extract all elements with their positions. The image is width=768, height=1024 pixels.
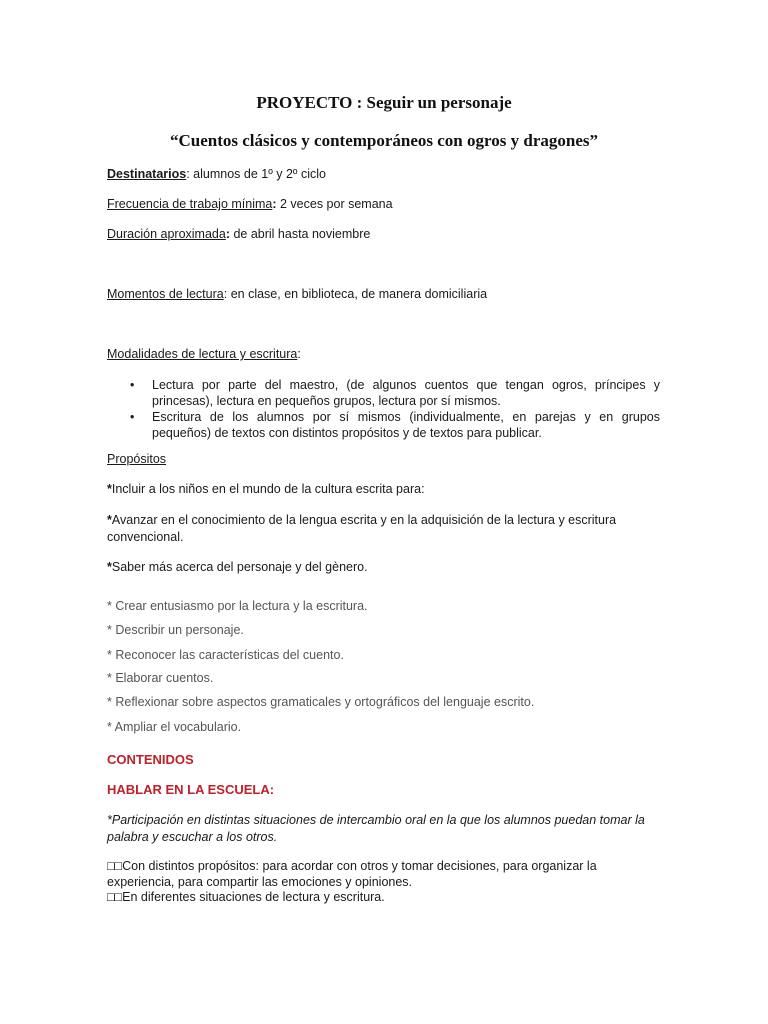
star-mark: *: [107, 513, 112, 527]
contenidos-heading: CONTENIDOS: [107, 752, 194, 767]
star-mark: *: [107, 560, 112, 574]
list-item: [130, 377, 660, 409]
con-item: □□En diferentes situaciones de lectura y escritura.: [107, 890, 385, 904]
project-subtitle: “Cuentos clásicos y contemporáneos con ogros y dragones”: [170, 131, 598, 150]
destinatarios-line: [107, 167, 326, 181]
modalidades-list: [130, 377, 660, 441]
modalidades-sep: :: [297, 347, 301, 361]
bullet-mark: •: [130, 410, 135, 424]
proposito-text: Incluir a los niños en el mundo de la cultura escrita para:: [111, 482, 425, 496]
duracion-value: de abril hasta noviembre: [229, 227, 371, 241]
bullet-text: Escritura de los alumnos por sí mismos (individualmente, en parejas y en grupos pequeños) de textos con distintos propósitos y de textos para publicar.: [152, 410, 660, 440]
project-title: PROYECTO : Seguir un personaje: [256, 93, 512, 112]
bullet-mark: •: [130, 378, 135, 392]
bullet-text: Lectura por parte del maestro, (de algunos cuentos que tengan ogros, príncipes y princesas), lectura en pequeños grupos, lectura por sí mismos.: [152, 378, 660, 408]
hablar-heading: HABLAR EN LA ESCUELA:: [107, 782, 275, 797]
proposito-item: [107, 482, 425, 496]
momentos-value: en clase, en biblioteca, de manera domiciliaria: [227, 287, 488, 301]
momentos-sep: :: [223, 287, 228, 301]
proposito-item: [107, 512, 667, 546]
participacion-text: *Participación en distintas situaciones de intercambio oral en la que los alumnos puedan tomar la palabra y escuchar a los otros.: [107, 813, 645, 844]
proposito-text: Saber más acerca del personaje y del gènero.: [111, 560, 368, 574]
goal-item: * Crear entusiasmo por la lectura y la escritura.: [107, 599, 368, 613]
goal-item: * Reflexionar sobre aspectos gramaticales y ortográficos del lenguaje escrito.: [107, 695, 535, 709]
proposito-text: Avanzar en el conocimiento de la lengua escrita y en la adquisición de la lectura y escritura convencional.: [107, 513, 617, 544]
frecuencia-value: 2 veces por semana: [276, 197, 393, 211]
goal-item: * Ampliar el vocabulario.: [107, 720, 242, 734]
con-item: □□Con distintos propósitos: para acordar con otros y tomar decisiones, para organizar la experiencia, para compartir las emociones y opiniones.: [107, 859, 597, 889]
duracion-sep: :: [225, 227, 230, 241]
destinatarios-label: Destinatarios: [107, 167, 187, 181]
frecuencia-sep: :: [272, 197, 277, 211]
momentos-label: Momentos de lectura: [107, 287, 224, 301]
goal-item: * Elaborar cuentos.: [107, 671, 214, 685]
propositos-heading: Propósitos: [107, 452, 167, 466]
frecuencia-label: Frecuencia de trabajo mínima: [107, 197, 273, 211]
destinatarios-value: alumnos de 1º y 2º ciclo: [189, 167, 326, 181]
duracion-label: Duración aproximada: [107, 227, 226, 241]
list-item: [130, 409, 660, 441]
destinatarios-sep: :: [186, 167, 190, 181]
goal-item: * Describir un personaje.: [107, 623, 244, 637]
proposito-item: [107, 560, 368, 574]
duracion-line: [107, 227, 370, 241]
momentos-line: [107, 287, 487, 301]
modalidades-label: Modalidades de lectura y escritura: [107, 347, 298, 361]
star-mark: *: [107, 482, 112, 496]
goal-item: * Reconocer las características del cuento.: [107, 648, 344, 662]
modalidades-line: [107, 347, 301, 361]
frecuencia-line: [107, 197, 393, 211]
